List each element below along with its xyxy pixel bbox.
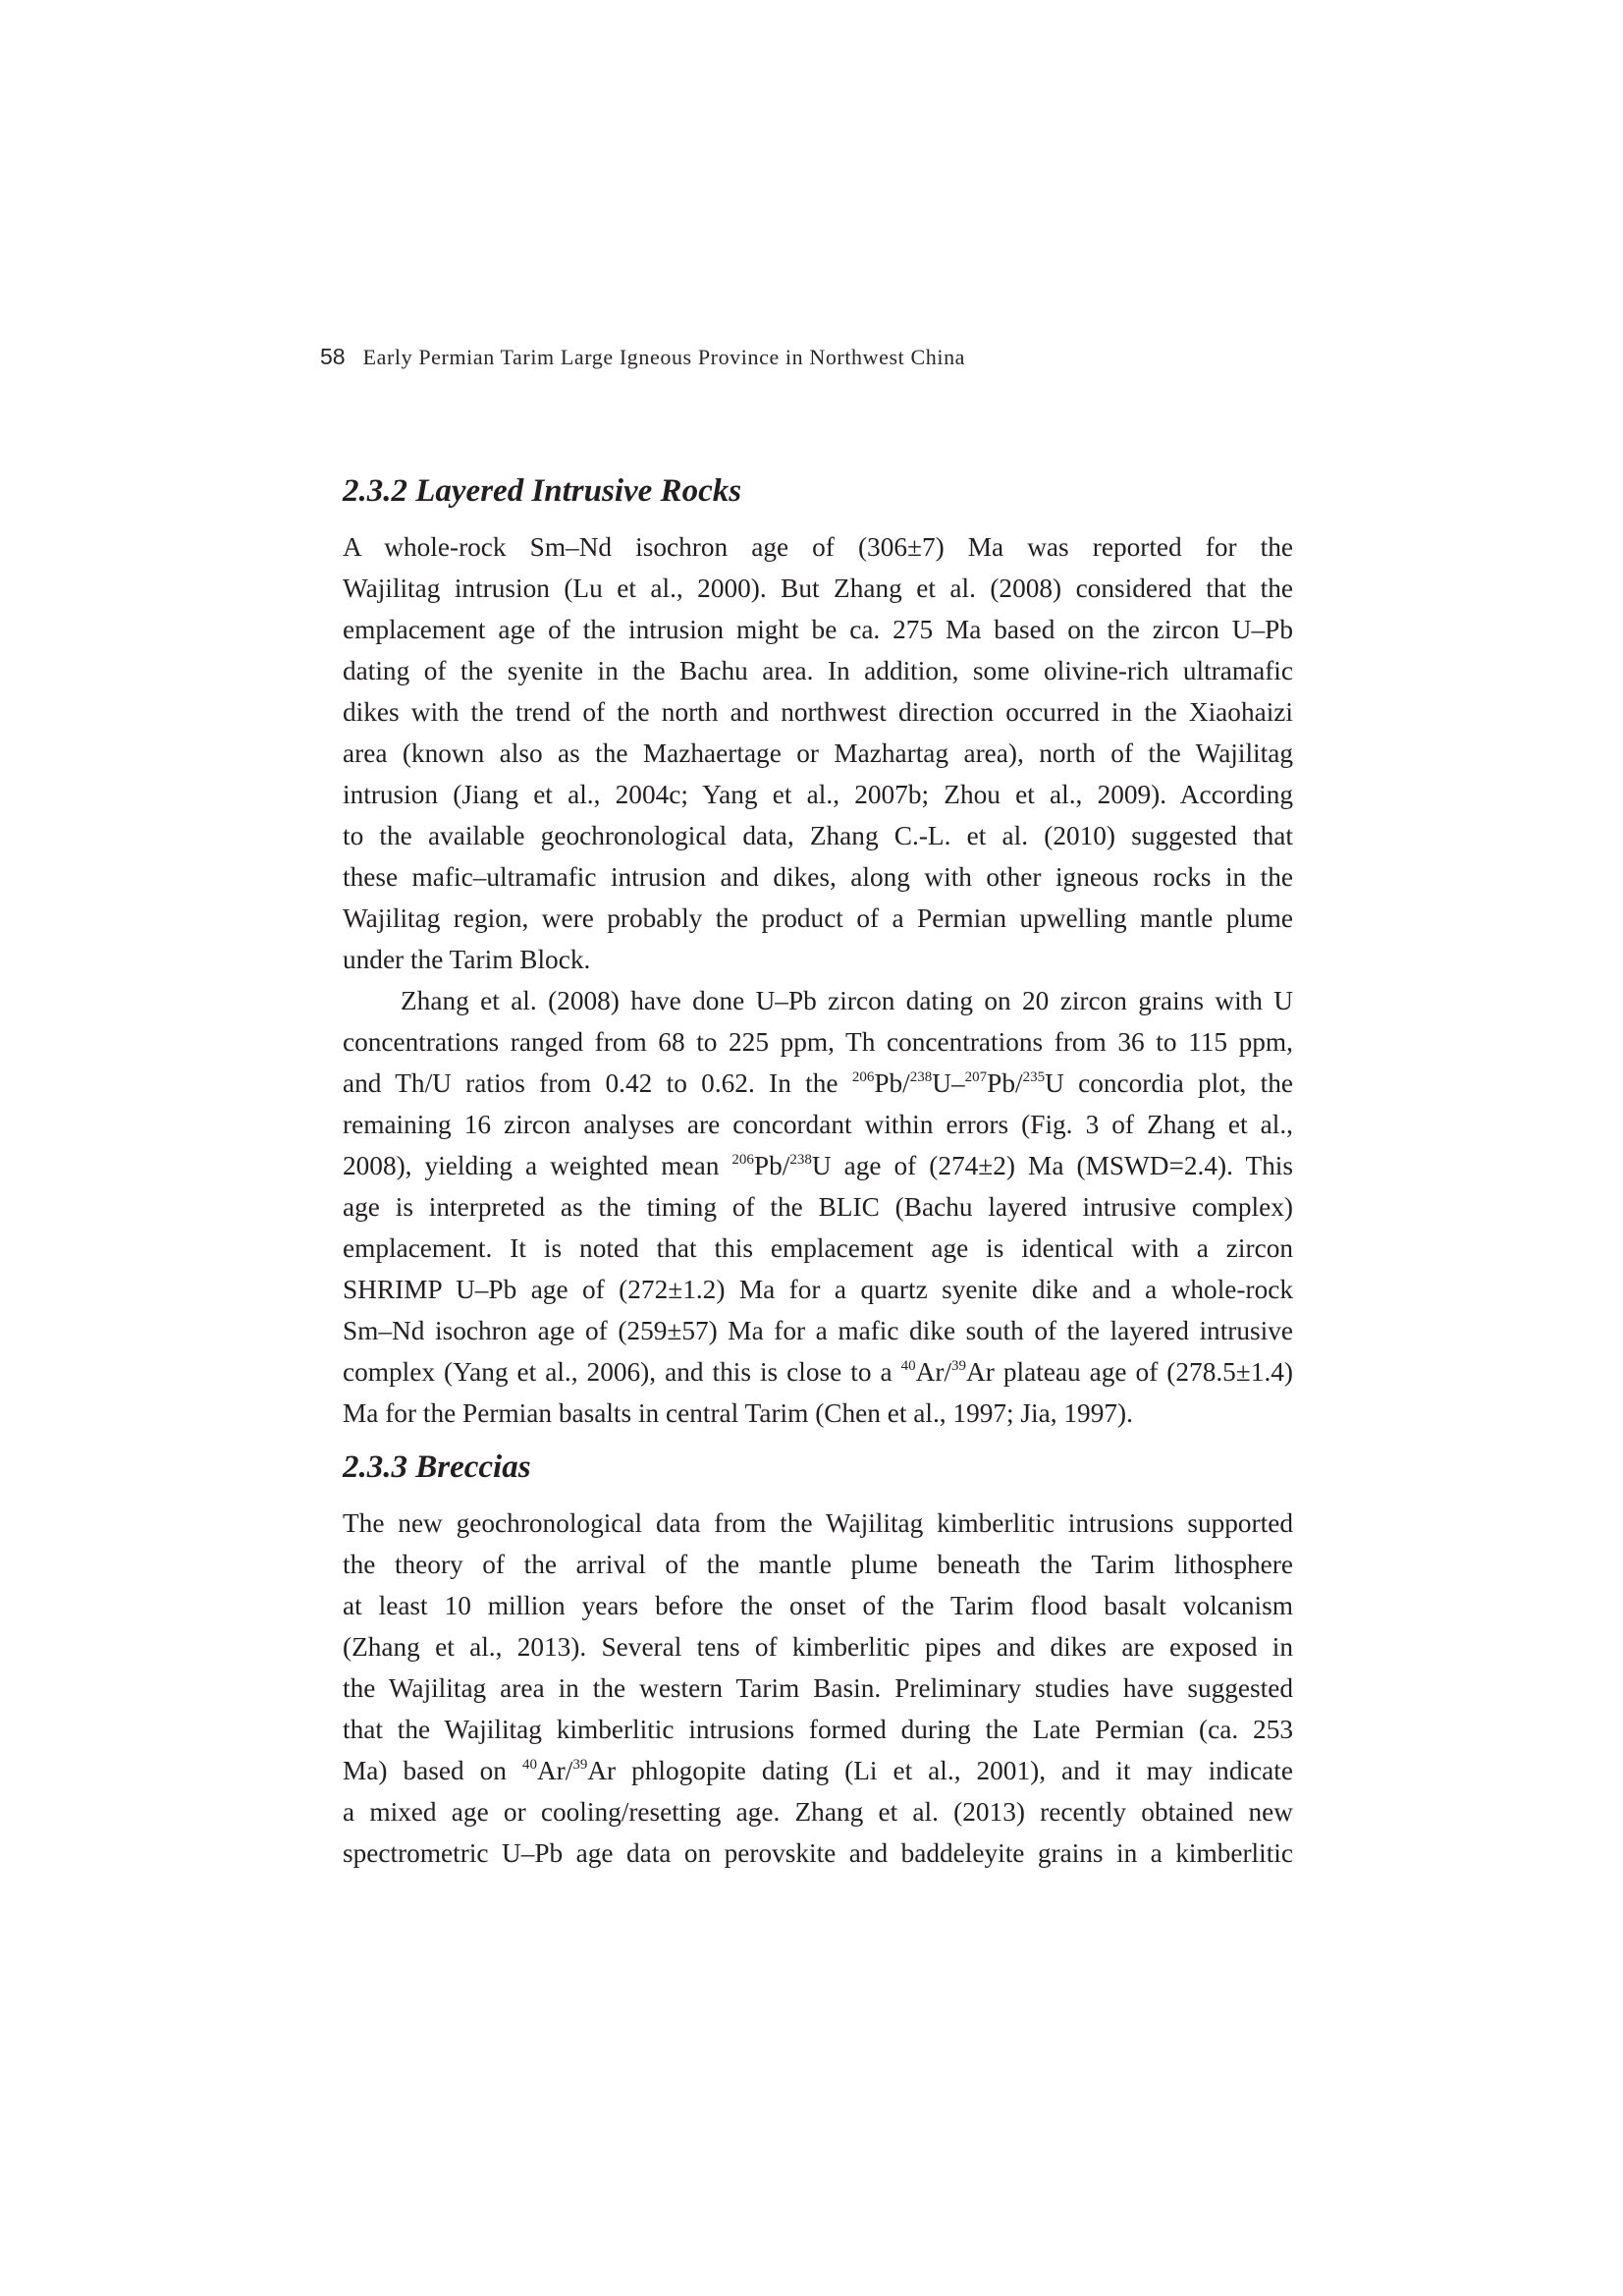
text-line: the theory of the arrival of the mantle plume beneath the Tarim lithosphere <box>343 1550 1293 1579</box>
text-line-isotope-ratios: and Th/U ratios from 0.42 to 0.62. In the $^{206}$Pb/$^{238}$U–$^{207}$Pb/$^{235}$U concordia plot, the <box>343 1068 1293 1098</box>
text-line: that the Wajilitag kimberlitic intrusions formed during the Late Permian (ca. 253 <box>343 1715 1293 1744</box>
section-heading-breccias: 2.3.3 Breccias <box>343 1449 531 1485</box>
page-number: 58 <box>320 344 346 369</box>
text-line: A whole-rock Sm–Nd isochron age of (306±7) Ma was reported for the <box>343 532 1293 562</box>
text-line: dikes with the trend of the north and northwest direction occurred in the Xiaohaizi <box>343 697 1293 727</box>
text-line: the Wajilitag area in the western Tarim Basin. Preliminary studies have suggested <box>343 1673 1293 1703</box>
text-line: Ma for the Permian basalts in central Tarim (Chen et al., 1997; Jia, 1997). <box>343 1398 1133 1428</box>
text-line: age is interpreted as the timing of the BLIC (Bachu layered intrusive complex) <box>343 1192 1293 1222</box>
text-line: at least 10 million years before the onset of the Tarim flood basalt volcanism <box>343 1591 1293 1620</box>
text-line-phlogopite-dating: Ma) based on $^{40}$Ar/$^{39}$Ar phlogopite dating (Li et al., 2001), and it may indicate <box>343 1756 1293 1785</box>
paragraph-kimberlitic-intrusions <box>343 1503 1293 1874</box>
book-title: Early Permian Tarim Large Igneous Province in Northwest China <box>362 345 966 369</box>
paragraph-zircon-dating <box>343 980 1293 1434</box>
running-header <box>320 343 965 371</box>
text-line: Sm–Nd isochron age of (259±57) Ma for a mafic dike south of the layered intrusive <box>343 1316 1293 1345</box>
text-line: under the Tarim Block. <box>343 945 591 974</box>
text-line: emplacement. It is noted that this emplacement age is identical with a zircon <box>343 1233 1293 1263</box>
text-line: Wajilitag intrusion (Lu et al., 2000). But Zhang et al. (2008) considered that the <box>343 574 1293 603</box>
text-line: SHRIMP U–Pb age of (272±1.2) Ma for a quartz syenite dike and a whole-rock <box>343 1275 1293 1304</box>
text-line: The new geochronological data from the Wajilitag kimberlitic intrusions supported <box>343 1508 1293 1538</box>
section-spacer <box>343 1434 1293 1446</box>
text-line: spectrometric U–Pb age data on perovskite and baddeleyite grains in a kimberlitic <box>343 1838 1293 1868</box>
text-line: emplacement age of the intrusion might be ca. 275 Ma based on the zircon U–Pb <box>343 615 1293 644</box>
text-line-ar-ar-plateau: complex (Yang et al., 2006), and this is close to a $^{40}$Ar/$^{39}$Ar plateau age of (278.5±1.4) <box>343 1357 1294 1387</box>
page-body <box>343 469 1293 1874</box>
section-heading-layered-intrusive-rocks: 2.3.2 Layered Intrusive Rocks <box>343 473 742 509</box>
text-line: intrusion (Jiang et al., 2004c; Yang et al., 2007b; Zhou et al., 2009). According <box>343 780 1293 809</box>
text-line: (Zhang et al., 2013). Several tens of kimberlitic pipes and dikes are exposed in <box>343 1632 1293 1662</box>
text-line: to the available geochronological data, Zhang C.-L. et al. (2010) suggested that <box>343 821 1293 850</box>
text-line: dating of the syenite in the Bachu area. In addition, some olivine-rich ultramafic <box>343 656 1293 685</box>
text-line: a mixed age or cooling/resetting age. Zhang et al. (2013) recently obtained new <box>343 1797 1293 1827</box>
text-line: these mafic–ultramafic intrusion and dikes, along with other igneous rocks in the <box>343 862 1293 892</box>
text-line-weighted-mean: 2008), yielding a weighted mean $^{206}$Pb/$^{238}$U age of (274±2) Ma (MSWD=2.4). This <box>343 1151 1293 1180</box>
text-line: Wajilitag region, were probably the product of a Permian upwelling mantle plume <box>343 903 1293 933</box>
text-line: concentrations ranged from 68 to 225 ppm, Th concentrations from 36 to 115 ppm, <box>343 1027 1293 1057</box>
text-line: remaining 16 zircon analyses are concordant within errors (Fig. 3 of Zhang et al., <box>343 1110 1293 1139</box>
paragraph-sm-nd-isochron <box>343 526 1293 980</box>
text-line: area (known also as the Mazhaertage or Mazhartag area), north of the Wajilitag <box>343 738 1293 768</box>
text-line: Zhang et al. (2008) have done U–Pb zircon dating on 20 zircon grains with U <box>401 986 1293 1015</box>
